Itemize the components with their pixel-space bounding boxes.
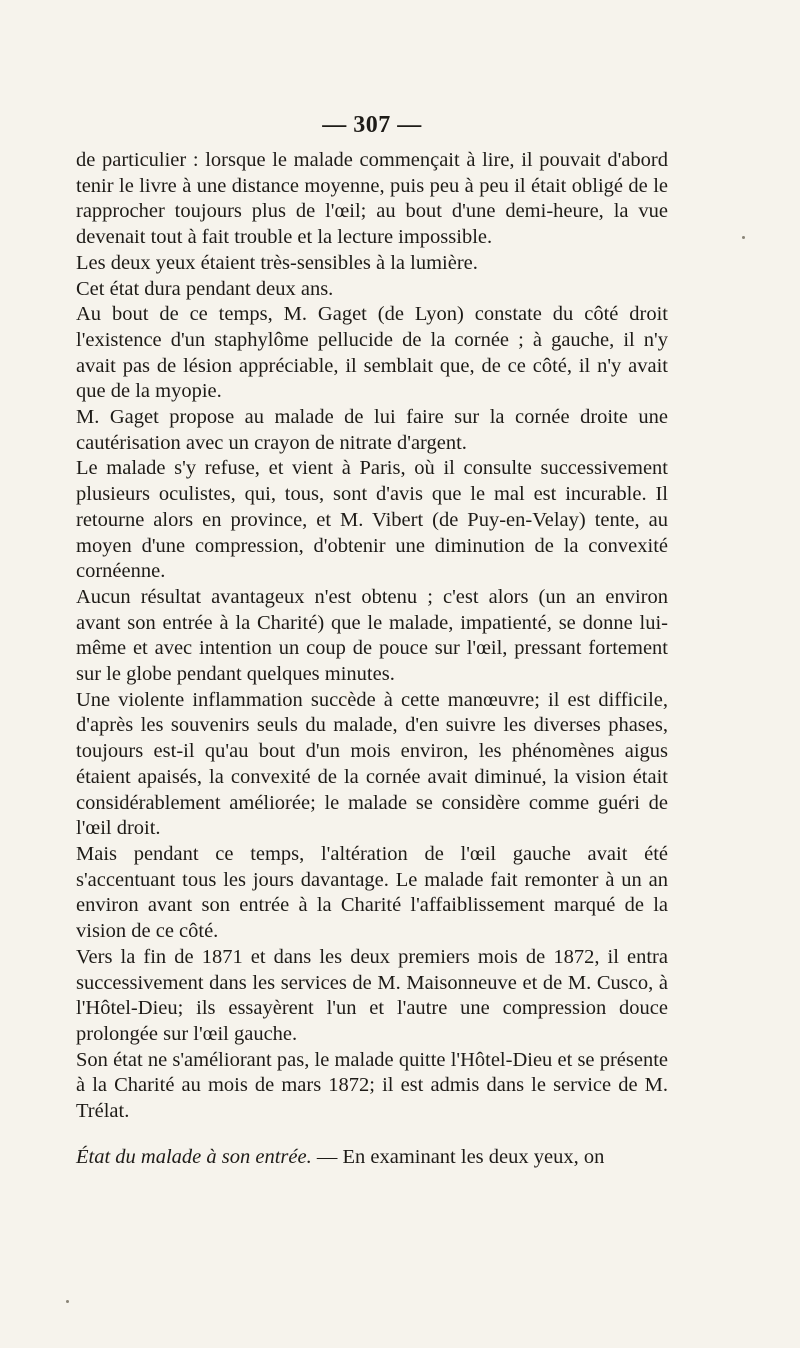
paragraph: Mais pendant ce temps, l'altération de l'œil gauche avait été s'accentuant tous les jours davantage. Le malade fait remonter à un an environ avant son entrée à la Charité l'affaiblissement marqué de la vision de ce côté. [76,842,668,943]
page-number: — 307 — [322,112,422,138]
book-page [76,108,668,1170]
section-text: — En examinant les deux yeux, on [311,1145,605,1168]
paragraph: Aucun résultat avantageux n'est obtenu ; c'est alors (un an environ avant son entrée à la Charité) que le malade, impatienté, se donne lui-même et avec intention un coup de pouce sur l'œil, pressant fortement sur le globe pendant quelques minutes. [76,585,668,686]
paragraph: Les deux yeux étaient très-sensibles à la lumière. [76,251,478,274]
section-heading: État du malade à son entrée. [76,1145,312,1168]
paragraph: Le malade s'y refuse, et vient à Paris, où il consulte successivement plusieurs oculistes, qui, tous, sont d'avis que le mal est incurable. Il retourne alors en province, et M. Vibert (de Puy-en-Velay) tente, au moyen d'une compression, d'obtenir une diminution de la convexité cornéenne. [76,457,668,583]
paragraph: Son état ne s'améliorant pas, le malade quitte l'Hôtel-Dieu et se présente à la Charité au mois de mars 1872; il est admis dans le service de M. Trélat. [76,1048,668,1123]
paragraph: Une violente inflammation succède à cette manœuvre; il est difficile, d'après les souvenirs seuls du malade, d'en suivre les diverses phases, toujours est-il qu'au bout d'un mois environ, les phénomènes aigus étaient apaisés, la convexité de la cornée avait diminué, la vision était considérablement améliorée; le malade se considère comme guéri de l'œil droit. [76,688,668,840]
paragraph: Vers la fin de 1871 et dans les deux premiers mois de 1872, il entra successivement dans les services de M. Maisonneuve et de M. Cusco, à l'Hôtel-Dieu; ils essayèrent l'un et l'autre une compression douce prolongée sur l'œil gauche. [76,945,668,1045]
section-gap [76,1125,668,1145]
paragraph: M. Gaget propose au malade de lui faire sur la cornée droite une cautérisation avec un crayon de nitrate d'argent. [76,406,668,454]
paragraph: Cet état dura pendant deux ans. [76,277,334,300]
paper-speck [742,236,745,239]
paragraph: Au bout de ce temps, M. Gaget (de Lyon) constate du côté droit l'existence d'un staphylôme pellucide de la cornée ; à gauche, il n'y avait pas de lésion appréciable, il semblait que, de ce côté, il n'y avait que de la myopie. [76,303,668,403]
paper-speck [66,1300,69,1303]
section-heading-paragraph [76,1145,668,1171]
paragraph: de particulier : lorsque le malade commençait à lire, il pouvait d'abord tenir le livre à une distance moyenne, puis peu à peu il était obligé de le rapprocher toujours plus de l'œil; au bout d'une demi-heure, la vue devenait tout à fait trouble et la lecture impossible. [76,149,668,249]
